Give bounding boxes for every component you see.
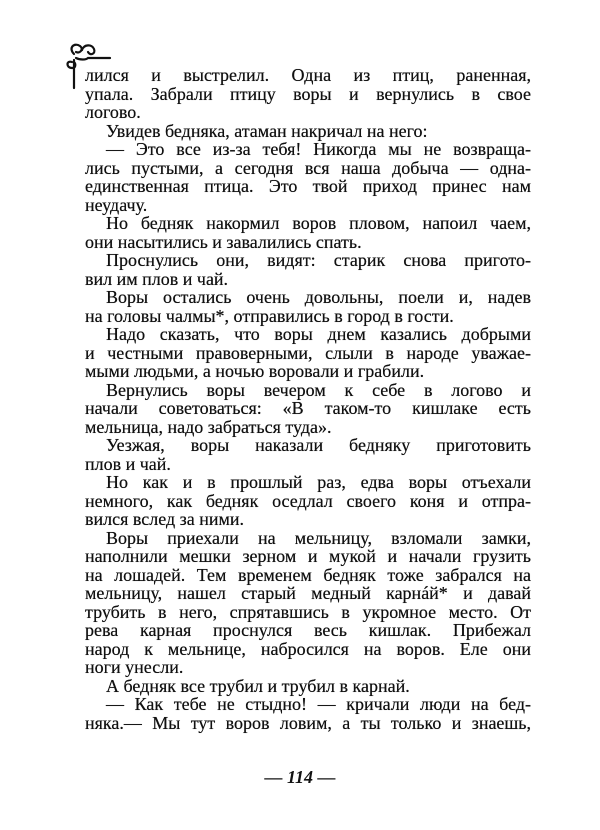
- paragraph: [85, 140, 531, 214]
- text-line: они насытились и завалились спать.: [85, 231, 362, 252]
- text-line: упала. Забрали птицу воры и вернулись в свое: [85, 83, 531, 104]
- text-line: няка.— Мы тут воров ловим, а ты только и знаешь,: [85, 712, 531, 733]
- text-line: вил им плов и чай.: [85, 268, 229, 289]
- body-text: [85, 66, 531, 732]
- paragraph: [85, 529, 531, 677]
- text-line: Воры приехали на мельницу, взломали замки,: [106, 527, 531, 548]
- text-line: — Это все из-за тебя! Никогда мы не возвраща-: [106, 139, 531, 159]
- text-line: логово.: [85, 102, 141, 122]
- text-line: рева карная проснулся весь кишлак. Прибежал: [85, 620, 531, 640]
- text-line: Увидев бедняка, атаман накричал на него:: [106, 120, 428, 141]
- paragraph: [85, 381, 531, 437]
- text-line: народ к мельнице, набросился на воров. Еле они: [85, 638, 531, 659]
- text-line: лись пустыми, а сегодня вся наша добыча — одна-: [85, 157, 531, 178]
- text-line: — Как тебе не стыдно! — кричали люди на бед-: [106, 694, 531, 714]
- text-line: неудачу.: [85, 194, 148, 215]
- text-line: Проснулись они, видят: старик снова пригото-: [106, 250, 531, 270]
- text-line: трубить в него, спрятавшись в укромное место. От: [85, 601, 531, 622]
- text-line: на головы чалмы*, отправились в город в гости.: [85, 305, 454, 326]
- paragraph: [85, 436, 531, 473]
- text-line: А бедняк все трубил и трубил в карнай.: [106, 675, 410, 696]
- text-line: единственная птица. Это твой приход принес нам: [85, 176, 531, 196]
- paragraph: [85, 695, 531, 732]
- paragraph: [85, 66, 531, 122]
- paragraph: [85, 214, 531, 251]
- text-line: ноги унесли.: [85, 657, 184, 677]
- text-line: Надо сказать, что воры днем казались добрыми: [106, 324, 531, 344]
- paragraph: [85, 122, 531, 141]
- text-line: Но бедняк накормил воров пловом, напоил чаем,: [106, 213, 531, 233]
- text-line: Но как и в прошлый раз, едва воры отъехали: [106, 472, 531, 492]
- text-line: и честными правоверными, слыли в народе уважае-: [85, 342, 531, 363]
- text-line: плов и чай.: [85, 453, 171, 474]
- paragraph: [85, 473, 531, 529]
- text-line: немного, как бедняк оседлал своего коня и отпра-: [85, 490, 531, 511]
- text-line: вился вслед за ними.: [85, 509, 245, 529]
- text-line: Уезжая, воры наказали бедняку приготовить: [106, 435, 531, 455]
- text-line: лился и выстрелил. Одна из птиц, раненная,: [85, 65, 531, 85]
- paragraph: [85, 677, 531, 696]
- text-line: мельница, надо забраться туда».: [85, 416, 332, 437]
- text-line: на лошадей. Тем временем бедняк тоже забрался на: [85, 564, 531, 585]
- text-line: мыми людьми, а ночью воровали и грабили.: [85, 361, 425, 381]
- text-line: мельницу, нашел старый медный карнáй* и давай: [85, 583, 531, 603]
- text-line: наполнили мешки зерном и мукой и начали грузить: [85, 546, 531, 566]
- text-line: начали советоваться: «В таком-то кишлаке есть: [85, 398, 531, 418]
- text-line: Вернулись воры вечером к себе в логово и: [106, 379, 531, 400]
- paragraph: [85, 251, 531, 288]
- page-number: — 114 —: [264, 767, 336, 787]
- paragraph: [85, 288, 531, 325]
- paragraph: [85, 325, 531, 381]
- text-line: Воры остались очень довольны, поели и, надев: [106, 287, 531, 307]
